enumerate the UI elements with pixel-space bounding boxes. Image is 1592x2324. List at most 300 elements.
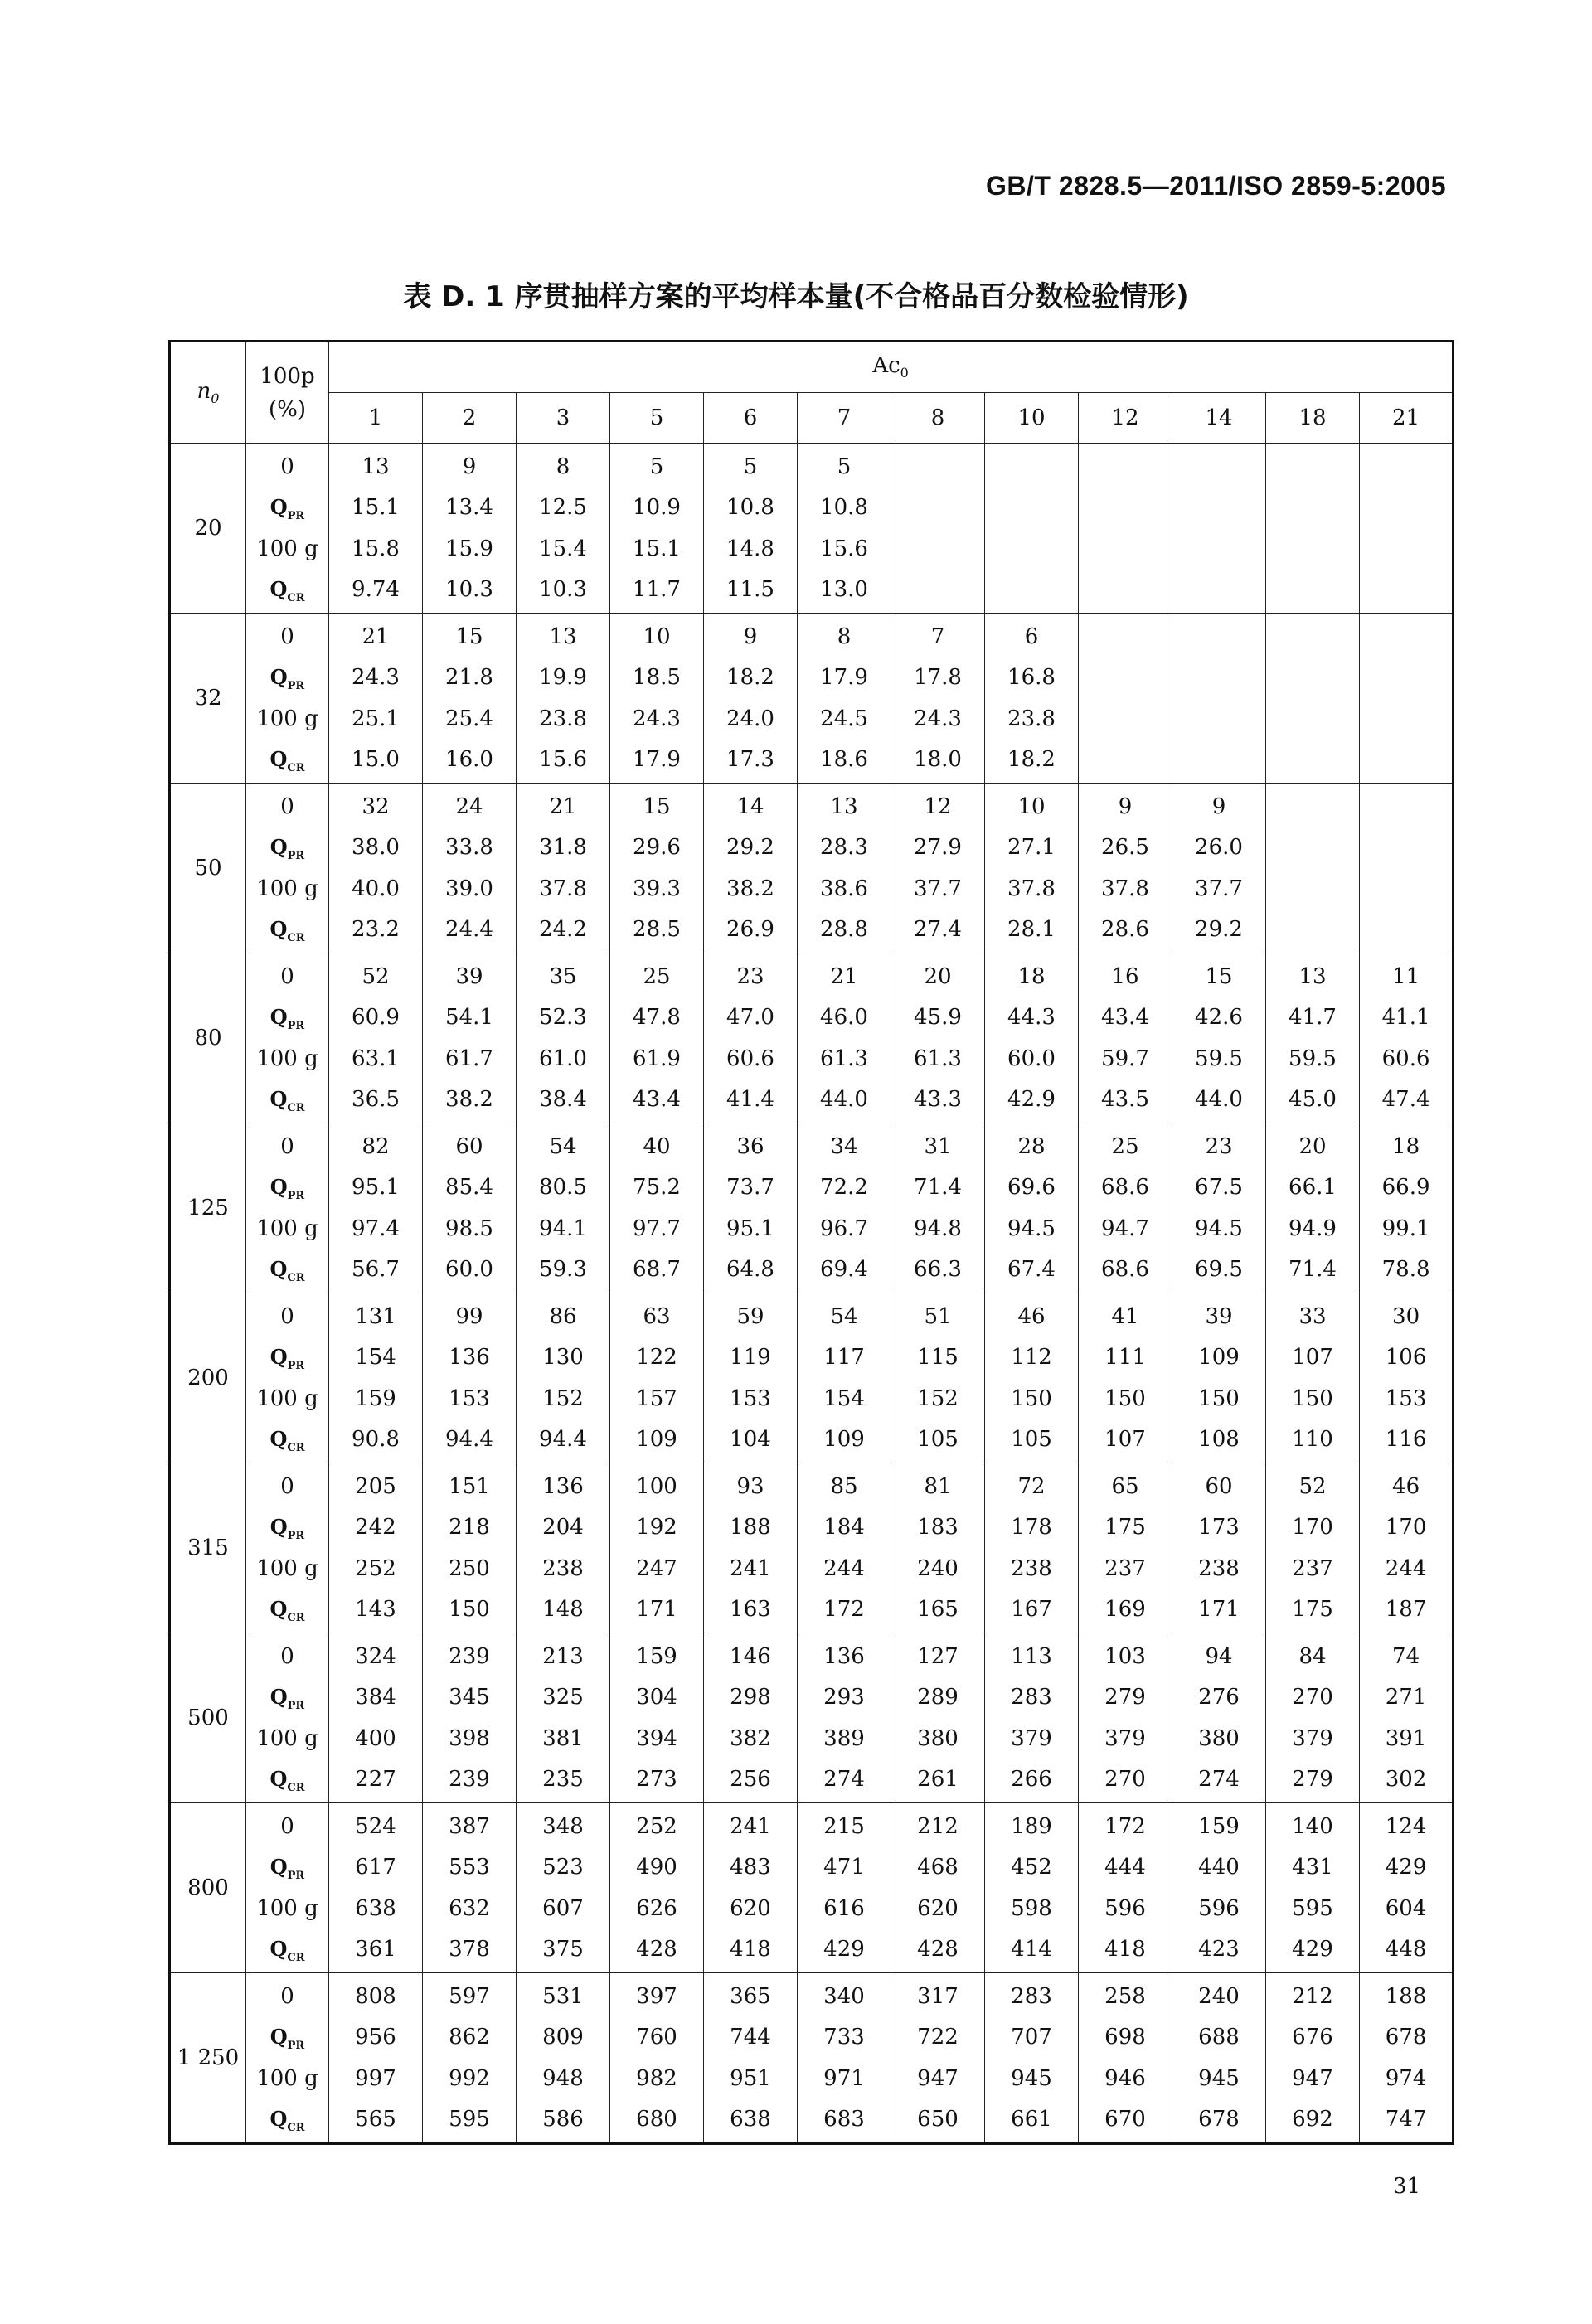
row-label-subscript: PR — [287, 1020, 305, 1033]
table-value: 136 — [449, 1345, 490, 1371]
table-value: 31 — [924, 1133, 952, 1159]
table-value: 36.5 — [352, 1087, 400, 1113]
table-value: 235 — [542, 1767, 584, 1793]
table-value: 429 — [1292, 1937, 1333, 1963]
row-label-main: Q — [269, 1345, 288, 1370]
table-value: 620 — [730, 1895, 771, 1921]
table-value: 33 — [1298, 1303, 1327, 1329]
n0-subscript: 0 — [211, 391, 220, 407]
table-value: 25 — [643, 963, 671, 989]
table-value: 169 — [1104, 1597, 1146, 1623]
table-value: 39.3 — [633, 876, 681, 901]
table-row-group — [170, 1463, 1454, 1633]
value-cell — [1079, 953, 1172, 1123]
table-value: 109 — [636, 1427, 677, 1453]
table-value — [985, 449, 1078, 485]
table-value: 468 — [917, 1855, 959, 1880]
table-value: 945 — [1198, 2065, 1240, 2091]
value-cell — [891, 1803, 985, 1973]
table-value: 27.4 — [914, 917, 962, 943]
table-value: 65 — [1111, 1473, 1139, 1499]
table-value: 23 — [1205, 1133, 1233, 1159]
row-label-subscript: CR — [287, 1272, 305, 1285]
row-label: 0 — [280, 1983, 294, 2009]
table-value: 678 — [1385, 2025, 1427, 2050]
row-label — [246, 489, 328, 526]
row-label — [246, 829, 328, 866]
row-label-main: Q — [269, 835, 288, 860]
table-value: 61.0 — [539, 1046, 587, 1071]
table-value: 252 — [636, 1813, 677, 1839]
table-value: 68.6 — [1101, 1257, 1149, 1283]
table-value: 112 — [1011, 1345, 1052, 1371]
table-value: 238 — [1198, 1555, 1240, 1581]
table-value — [1266, 829, 1359, 866]
table-value: 108 — [1198, 1427, 1240, 1453]
ac-label: Ac — [872, 353, 900, 379]
value-cell — [1266, 1293, 1360, 1463]
table-value: 947 — [1292, 2065, 1333, 2091]
table-value — [1079, 659, 1172, 696]
table-value: 36 — [736, 1133, 764, 1159]
table-value: 11.5 — [726, 577, 774, 603]
table-value: 971 — [823, 2065, 865, 2091]
n0-value: 125 — [170, 1123, 246, 1293]
value-cell — [891, 784, 985, 953]
table-value: 28.3 — [820, 835, 868, 861]
table-value: 26.0 — [1195, 835, 1243, 861]
row-label: 0 — [280, 1303, 294, 1329]
table-value: 414 — [1011, 1937, 1052, 1963]
table-value — [1266, 531, 1359, 567]
value-cell — [798, 1803, 891, 1973]
table-value: 252 — [355, 1555, 396, 1581]
row-label-subscript: PR — [287, 510, 305, 523]
table-value: 10.8 — [726, 495, 774, 521]
table-value: 271 — [1385, 1685, 1427, 1710]
row-label-main: Q — [269, 1427, 288, 1452]
value-cell — [329, 1123, 423, 1293]
table-value: 733 — [823, 2025, 865, 2050]
row-label — [246, 659, 328, 696]
table-value: 7 — [930, 623, 945, 649]
table-value: 444 — [1104, 1855, 1146, 1880]
value-cell — [704, 1463, 798, 1633]
value-cell — [1172, 1973, 1266, 2144]
row-label-cell — [246, 1293, 329, 1463]
row-label-cell — [246, 1123, 329, 1293]
table-value: 384 — [355, 1685, 396, 1710]
row-label-main: Q — [269, 1257, 288, 1282]
table-value: 67.5 — [1195, 1175, 1243, 1201]
table-value: 105 — [1011, 1427, 1052, 1453]
table-value: 157 — [636, 1385, 677, 1411]
table-value: 60.0 — [445, 1257, 493, 1283]
table-value: 8 — [556, 454, 570, 479]
table-value: 744 — [730, 2025, 771, 2050]
value-cell — [517, 1803, 610, 1973]
row-label-subscript: CR — [287, 592, 305, 605]
value-cell — [985, 1973, 1079, 2144]
table-value: 103 — [1104, 1643, 1146, 1669]
table-value: 382 — [730, 1725, 771, 1751]
table-value: 38.0 — [352, 835, 400, 861]
table-value: 283 — [1011, 1983, 1052, 2009]
row-label-main: Q — [269, 2025, 288, 2050]
table-value: 604 — [1385, 1895, 1427, 1921]
table-value: 21 — [362, 623, 390, 649]
table-value: 60 — [455, 1133, 483, 1159]
ac-value-header: 18 — [1266, 393, 1360, 444]
table-value: 99 — [455, 1303, 483, 1329]
table-value: 95.1 — [352, 1175, 400, 1201]
table-value: 379 — [1104, 1725, 1146, 1751]
table-value: 107 — [1292, 1345, 1333, 1371]
table-row-group — [170, 1293, 1454, 1463]
value-cell — [517, 1293, 610, 1463]
table-value: 148 — [542, 1597, 584, 1623]
value-cell — [423, 1463, 517, 1633]
table-value: 565 — [355, 2107, 396, 2132]
table-value: 23 — [736, 963, 764, 989]
table-value: 150 — [449, 1597, 490, 1623]
table-value: 595 — [449, 2107, 490, 2132]
table-value — [1360, 619, 1452, 655]
table-value: 17.3 — [726, 747, 774, 773]
row-label-cell — [246, 1463, 329, 1633]
row-label-subscript: PR — [287, 850, 305, 863]
table-value: 24.0 — [726, 706, 774, 731]
value-cell — [1172, 784, 1266, 953]
table-value — [1266, 571, 1359, 608]
table-value — [1360, 911, 1452, 948]
table-value: 638 — [355, 1895, 396, 1921]
table-value: 143 — [355, 1597, 396, 1623]
table-value: 94.7 — [1101, 1215, 1149, 1241]
table-value: 15.6 — [539, 747, 587, 773]
table-value: 394 — [636, 1725, 677, 1751]
row-label: 100 g — [256, 1385, 318, 1411]
table-value: 956 — [355, 2025, 396, 2050]
value-cell — [610, 1123, 704, 1293]
table-value: 239 — [449, 1767, 490, 1793]
table-value: 325 — [542, 1685, 584, 1710]
row-label-subscript: CR — [287, 1612, 305, 1625]
table-value: 150 — [1292, 1385, 1333, 1411]
table-value: 100 — [636, 1473, 677, 1499]
table-value: 69.6 — [1007, 1175, 1056, 1201]
table-value: 586 — [542, 2107, 584, 2132]
table-value: 153 — [449, 1385, 490, 1411]
table-value: 237 — [1292, 1555, 1333, 1581]
row-label-main: Q — [269, 1767, 288, 1792]
table-value — [1360, 701, 1452, 737]
table-value: 109 — [823, 1427, 865, 1453]
table-value: 440 — [1198, 1855, 1240, 1880]
table-value: 163 — [730, 1597, 771, 1623]
table-value: 945 — [1011, 2065, 1052, 2091]
table-value: 28.5 — [633, 917, 681, 943]
table-value: 258 — [1104, 1983, 1146, 2009]
table-value: 66.3 — [914, 1257, 962, 1283]
ac-value-header: 14 — [1172, 393, 1266, 444]
table-value: 429 — [1385, 1855, 1427, 1880]
row-label-subscript: PR — [287, 680, 305, 693]
table-value: 650 — [917, 2107, 959, 2132]
row-label-main: Q — [269, 1005, 288, 1030]
row-label: 100 g — [256, 1046, 318, 1071]
row-label: 100 g — [256, 706, 318, 731]
table-value: 25 — [1111, 1133, 1139, 1159]
table-value: 44.3 — [1007, 1005, 1056, 1031]
table-value: 698 — [1104, 2025, 1146, 2050]
table-value: 63.1 — [352, 1046, 400, 1071]
table-value: 5 — [649, 454, 664, 479]
table-value: 63 — [643, 1303, 671, 1329]
value-cell — [704, 444, 798, 614]
row-label: 0 — [280, 1643, 294, 1669]
table-value: 66.1 — [1289, 1175, 1337, 1201]
table-value: 317 — [917, 1983, 959, 2009]
table-value — [1079, 571, 1172, 608]
table-value: 380 — [917, 1725, 959, 1751]
table-value: 130 — [542, 1345, 584, 1371]
table-value: 37.7 — [914, 876, 962, 901]
table-value — [1172, 449, 1265, 485]
table-value: 90.8 — [352, 1427, 400, 1453]
row-label-subscript: CR — [287, 1442, 305, 1455]
table-value: 13 — [362, 454, 390, 479]
table-value: 42.9 — [1007, 1087, 1056, 1113]
table-value: 15.9 — [445, 536, 493, 561]
row-label: 0 — [280, 963, 294, 989]
table-value: 188 — [1385, 1983, 1427, 2009]
table-value: 17.9 — [820, 665, 868, 691]
table-value: 18.2 — [726, 665, 774, 691]
table-value: 431 — [1292, 1855, 1333, 1880]
value-cell — [704, 1803, 798, 1973]
table-value: 240 — [917, 1555, 959, 1581]
table-value: 15 — [643, 793, 671, 819]
row-label: 0 — [280, 1133, 294, 1159]
value-cell — [985, 444, 1079, 614]
table-value: 661 — [1011, 2107, 1052, 2132]
table-value: 32 — [362, 793, 390, 819]
table-value: 37.8 — [539, 876, 587, 901]
table-value: 16 — [1111, 963, 1139, 989]
table-value: 86 — [549, 1303, 577, 1329]
value-cell — [423, 1123, 517, 1293]
table-value: 11 — [1392, 963, 1420, 989]
value-cell — [610, 444, 704, 614]
table-value: 242 — [355, 1515, 396, 1540]
table-value: 213 — [542, 1643, 584, 1669]
value-cell — [798, 784, 891, 953]
value-cell — [423, 953, 517, 1123]
table-value: 59.5 — [1289, 1046, 1337, 1071]
row-label-main: Q — [269, 1087, 288, 1112]
table-value — [1079, 449, 1172, 485]
table-value: 47.0 — [726, 1005, 774, 1031]
table-value: 69.4 — [820, 1257, 868, 1283]
n0-value: 200 — [170, 1293, 246, 1463]
value-cell — [1172, 953, 1266, 1123]
table-value: 159 — [355, 1385, 396, 1411]
value-cell — [610, 1463, 704, 1633]
table-value: 361 — [355, 1937, 396, 1963]
table-value — [1079, 489, 1172, 526]
table-value — [1172, 571, 1265, 608]
row-label — [246, 2101, 328, 2137]
table-value: 15.8 — [352, 536, 400, 561]
table-value: 52 — [362, 963, 390, 989]
ac-value-header: 3 — [517, 393, 610, 444]
table-value: 683 — [823, 2107, 865, 2132]
row-label: 0 — [280, 623, 294, 649]
table-value: 238 — [1011, 1555, 1052, 1581]
table-value: 38.6 — [820, 876, 868, 901]
row-label-subscript: PR — [287, 1700, 305, 1713]
percent-label: 100p — [260, 363, 315, 389]
table-value: 59.5 — [1195, 1046, 1243, 1071]
value-cell — [891, 1973, 985, 2144]
table-value — [1266, 741, 1359, 778]
row-label-main: Q — [269, 747, 288, 772]
table-value: 212 — [917, 1813, 959, 1839]
value-cell — [985, 614, 1079, 784]
row-label: 100 g — [256, 2065, 318, 2091]
table-value: 760 — [636, 2025, 677, 2050]
table-value: 5 — [837, 454, 852, 479]
value-cell — [610, 1633, 704, 1803]
value-cell — [798, 1463, 891, 1633]
table-value: 28 — [1017, 1133, 1046, 1159]
table-value: 26.9 — [726, 917, 774, 943]
ac-values-row — [170, 393, 1454, 444]
table-value: 256 — [730, 1767, 771, 1793]
value-cell — [517, 614, 610, 784]
table-value: 105 — [917, 1427, 959, 1453]
table-value: 20 — [1298, 1133, 1327, 1159]
row-label — [246, 1931, 328, 1967]
table-value: 52.3 — [539, 1005, 587, 1031]
value-cell — [423, 784, 517, 953]
table-value: 119 — [730, 1345, 771, 1371]
table-value — [891, 449, 984, 485]
table-value: 71.4 — [914, 1175, 962, 1201]
table-value: 11.7 — [633, 577, 681, 603]
value-cell — [610, 1293, 704, 1463]
table-value: 153 — [730, 1385, 771, 1411]
table-value: 23.8 — [1007, 706, 1056, 731]
value-cell — [1266, 444, 1360, 614]
table-value — [891, 531, 984, 567]
table-value: 212 — [1292, 1983, 1333, 2009]
value-cell — [517, 444, 610, 614]
row-label-subscript: PR — [287, 1360, 305, 1373]
table-value: 74 — [1392, 1643, 1420, 1669]
value-cell — [329, 1293, 423, 1463]
row-label: 100 g — [256, 1555, 318, 1581]
table-value: 616 — [823, 1895, 865, 1921]
row-label — [246, 911, 328, 948]
table-value — [1266, 911, 1359, 948]
table-value — [1360, 531, 1452, 567]
table-value: 56.7 — [352, 1257, 400, 1283]
table-value: 596 — [1198, 1895, 1240, 1921]
table-value: 982 — [636, 2065, 677, 2091]
table-value: 25.4 — [445, 706, 493, 731]
value-cell — [1360, 1633, 1454, 1803]
table-value: 41.4 — [726, 1087, 774, 1113]
table-value: 397 — [636, 1983, 677, 2009]
table-value: 111 — [1104, 1345, 1146, 1371]
table-value: 523 — [542, 1855, 584, 1880]
header-row-1 — [170, 342, 1454, 393]
table-value: 110 — [1292, 1427, 1333, 1453]
table-value: 94.5 — [1007, 1215, 1056, 1241]
table-value: 9 — [743, 623, 758, 649]
value-cell — [798, 1633, 891, 1803]
table-value: 172 — [823, 1597, 865, 1623]
table-value: 38.4 — [539, 1087, 587, 1113]
row-label-subscript: PR — [287, 2040, 305, 2053]
table-value: 98.5 — [445, 1215, 493, 1241]
table-value: 348 — [542, 1813, 584, 1839]
ac-value-header: 10 — [985, 393, 1079, 444]
table-value: 60.0 — [1007, 1046, 1056, 1071]
row-label — [246, 1169, 328, 1206]
value-cell — [423, 444, 517, 614]
row-label-main: Q — [269, 577, 288, 602]
row-label-main: Q — [269, 1175, 288, 1200]
table-value: 68.6 — [1101, 1175, 1149, 1201]
table-value: 60.6 — [1381, 1046, 1430, 1071]
table-value: 131 — [355, 1303, 396, 1329]
table-value: 688 — [1198, 2025, 1240, 2050]
ac-value-header: 1 — [329, 393, 423, 444]
table-value: 239 — [449, 1643, 490, 1669]
table-value: 30 — [1392, 1303, 1420, 1329]
table-value: 244 — [823, 1555, 865, 1581]
table-value: 69.5 — [1195, 1257, 1243, 1283]
table-value: 15.4 — [539, 536, 587, 561]
value-cell — [610, 953, 704, 1123]
table-value: 136 — [542, 1473, 584, 1499]
table-value: 279 — [1292, 1767, 1333, 1793]
table-value — [1266, 489, 1359, 526]
table-value: 21 — [549, 793, 577, 819]
table-value: 490 — [636, 1855, 677, 1880]
ac-value-header: 5 — [610, 393, 704, 444]
table-value: 15.1 — [352, 495, 400, 521]
table-value: 948 — [542, 2065, 584, 2091]
value-cell — [985, 1633, 1079, 1803]
table-value: 722 — [917, 2025, 959, 2050]
row-label — [246, 1339, 328, 1375]
table-value: 46.0 — [820, 1005, 868, 1031]
table-value: 381 — [542, 1725, 584, 1751]
value-cell — [610, 784, 704, 953]
table-value: 20 — [924, 963, 952, 989]
value-cell — [1360, 1123, 1454, 1293]
table-value: 136 — [823, 1643, 865, 1669]
value-cell — [704, 614, 798, 784]
table-value: 37.7 — [1195, 876, 1243, 901]
table-value: 17.9 — [633, 747, 681, 773]
value-cell — [704, 1973, 798, 2144]
table-value: 18.6 — [820, 747, 868, 773]
